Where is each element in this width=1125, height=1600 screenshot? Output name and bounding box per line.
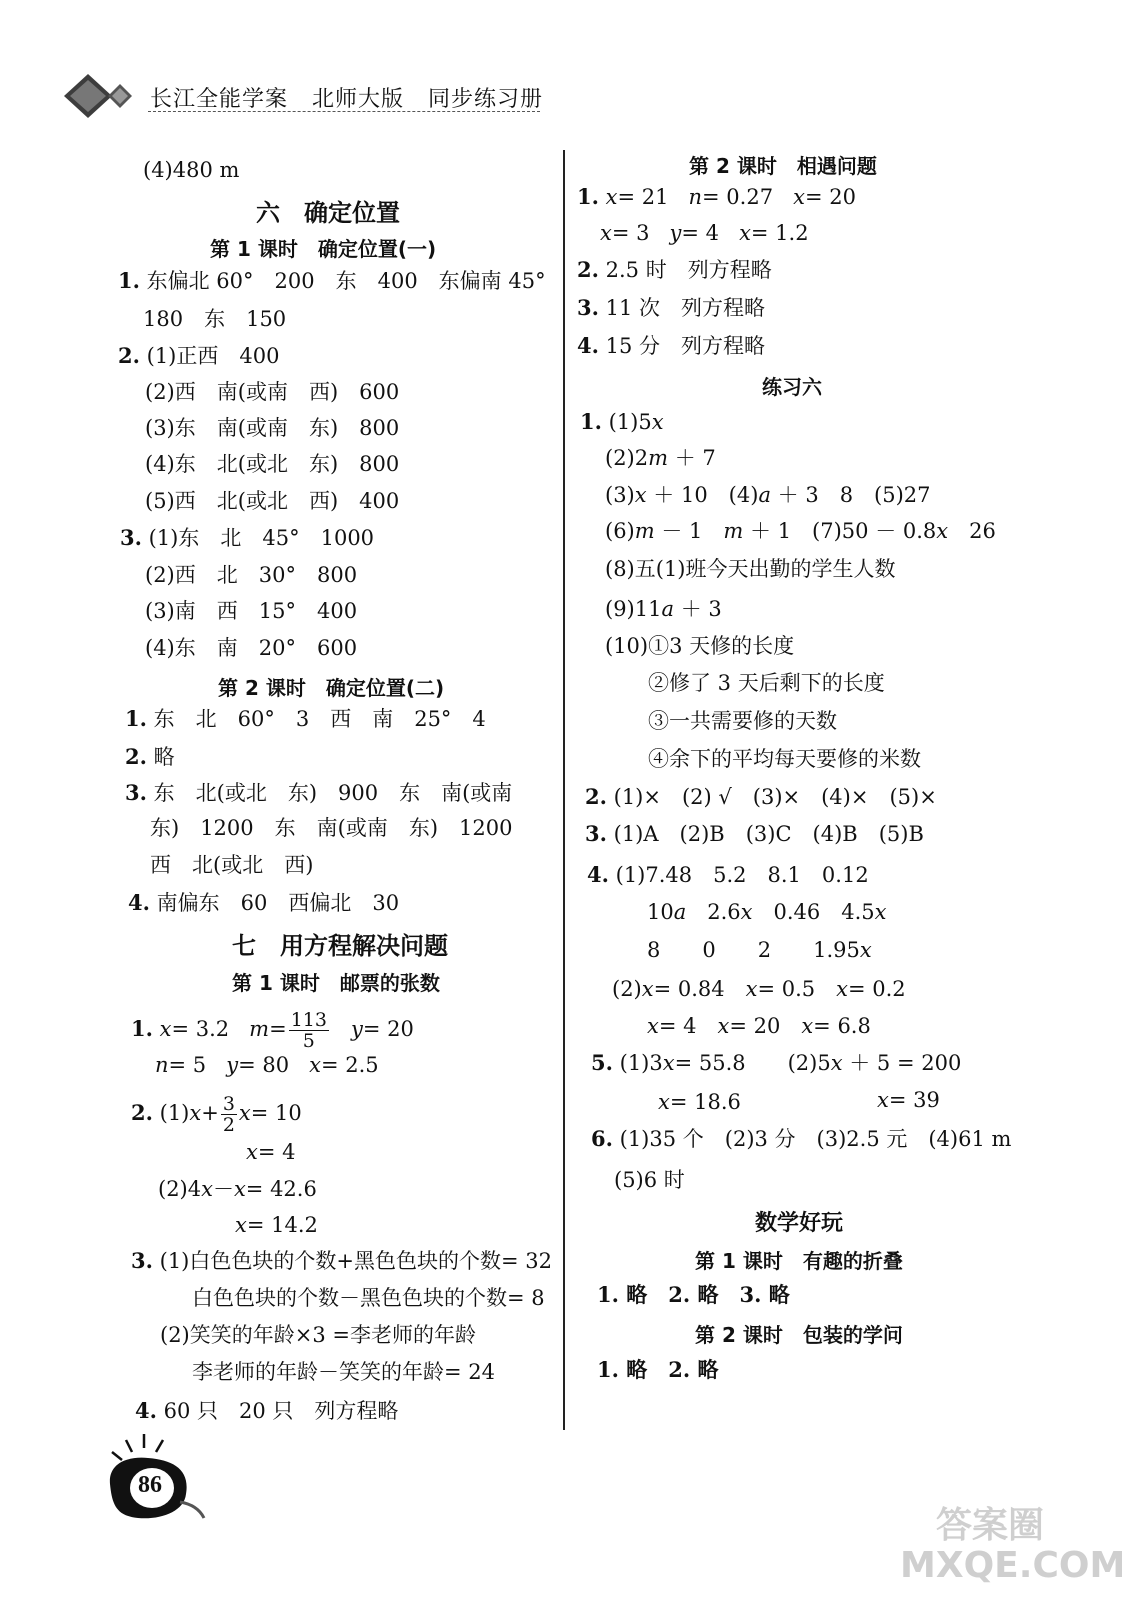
ex6-q3: 3. (1)A (2)B (3)C (4)B (5)B — [585, 821, 924, 846]
ex6-q6-5: (5)6 时 — [614, 1168, 685, 1192]
u7l2-q2: 2. 2.5 时 列方程略 — [577, 257, 772, 282]
u6l2-q3-line3: 西 北(或北 西) — [150, 853, 314, 877]
u6l1-q3-item3: (3)南 西 15° 400 — [145, 599, 358, 623]
u6l1-q2-item3: (3)东 南(或南 东) 800 — [145, 416, 400, 440]
header-logo-icon — [60, 70, 142, 122]
u7-lesson1-title: 第 1 课时 邮票的张数 — [232, 971, 440, 995]
fraction-3-2: $\frac{3}{2}$ — [222, 1093, 235, 1136]
ex6-q1-6: (6)m － 1 m ＋ 1 (7)50 － 0.8x 26 — [605, 519, 996, 543]
left-top-item: (4)480 m — [143, 158, 240, 182]
u7l1-q1-line2: n= 5 y= 80 x= 2.5 — [155, 1053, 379, 1077]
u7l1-q3-line2: 白色色块的个数－黑色色块的个数= 8 — [192, 1286, 545, 1310]
u6l1-q3-item1: 3. (1)东 北 45° 1000 — [120, 525, 375, 550]
u6l1-q2-item1: 2. (1)正西 400 — [118, 343, 280, 368]
u6l1-q2-item2: (2)西 南(或南 西) 600 — [145, 380, 400, 404]
u7l2-q1-line2: x= 3 y= 4 x= 1.2 — [600, 221, 809, 245]
u6l1-q3-item2: (2)西 北 30° 800 — [145, 563, 358, 587]
ex6-q1-1: 1. (1)5x — [580, 409, 664, 434]
ex6-q1-9: (9)11a ＋ 3 — [605, 597, 722, 621]
u7l1-q2-1: 2. (1)x+ $\frac{3}{2}$ x= 10 — [131, 1093, 302, 1136]
header-edition: 北师大版 — [312, 87, 405, 112]
exercise6-title: 练习六 — [762, 375, 822, 399]
u7l1-q4: 4. 60 只 20 只 列方程略 — [135, 1398, 399, 1423]
fun-title: 数学好玩 — [755, 1211, 844, 1236]
u7l2-q4: 4. 15 分 列方程略 — [577, 333, 766, 358]
ex6-q6: 6. (1)35 个 (2)3 分 (3)2.5 元 (4)61 m — [591, 1126, 1012, 1151]
ex6-q5-answers: x= 18.6 — [658, 1090, 741, 1114]
u7l1-q3-line3: (2)笑笑的年龄×3 =李老师的年龄 — [160, 1323, 476, 1347]
u6l2-q1: 1. 东 北 60° 3 西 南 25° 4 — [125, 706, 486, 731]
u7l1-q2-1-answer: x= 4 — [246, 1140, 296, 1164]
header-title — [150, 82, 543, 113]
ex6-q2: 2. (1)× (2) √ (3)× (4)× (5)× — [585, 784, 937, 809]
column-divider — [563, 150, 565, 1430]
fun-lesson2-title: 第 2 课时 包装的学问 — [695, 1323, 903, 1347]
u6l2-q4: 4. 南偏东 60 西偏北 30 — [128, 890, 400, 915]
ex6-q4-row3: 8 0 2 1.95x — [647, 938, 872, 962]
u7l1-q3-line4: 李老师的年龄－笑笑的年龄= 24 — [192, 1360, 495, 1384]
header-book: 长江全能学案 — [150, 87, 289, 112]
u6-lesson2-title: 第 2 课时 确定位置(二) — [218, 676, 445, 700]
u6l2-q3-line2: 东) 1200 东 南(或南 东) 1200 — [150, 816, 513, 840]
ex6-q5-answer2: x= 39 — [877, 1088, 940, 1112]
ex6-q1-2: (2)2m ＋ 7 — [605, 446, 716, 470]
u7l1-q2-2-answer: x= 14.2 — [235, 1213, 318, 1237]
u7l2-q1-line1: 1. x= 21 n= 0.27 x= 20 — [577, 184, 856, 209]
ex6-q4-3: x= 4 x= 20 x= 6.8 — [647, 1014, 871, 1038]
u7l1-q3-line1: 3. (1)白色色块的个数+黑色色块的个数= 32 — [131, 1248, 552, 1273]
ex6-q1-10-1: (10)①3 天修的长度 — [605, 634, 795, 658]
ex6-q5: 5. (1)3x= 55.8 (2)5x ＋ 5 = 200 — [591, 1050, 962, 1075]
header-series: 同步练习册 — [428, 87, 544, 112]
u6l2-q3-line1: 3. 东 北(或北 东) 900 东 南(或南 — [125, 780, 513, 805]
u6l1-q2-item5: (5)西 北(或北 西) 400 — [145, 489, 400, 513]
unit7-title: 七 用方程解决问题 — [232, 932, 448, 960]
u7l1-q2-2: (2)4x－x= 42.6 — [158, 1177, 317, 1201]
ex6-q1-8: (8)五(1)班今天出勤的学生人数 — [605, 557, 896, 581]
fun-lesson1-answers: 1. 略 2. 略 3. 略 — [597, 1282, 790, 1307]
header-rule — [148, 111, 540, 112]
fun-lesson1-title: 第 1 课时 有趣的折叠 — [695, 1249, 903, 1273]
u7l1-q1-line1: 1. x= 3.2 m= $\frac{113}{5}$ y= 20 — [131, 1009, 414, 1052]
ex6-q1-10-3: ③一共需要修的天数 — [648, 709, 837, 733]
ex6-q4-row1: 4. (1)7.48 5.2 8.1 0.12 — [587, 862, 869, 887]
unit6-title: 六 确定位置 — [256, 199, 400, 227]
ex6-q1-10-4: ④余下的平均每天要修的米数 — [648, 747, 921, 771]
ex6-q1-3: (3)x ＋ 10 (4)a ＋ 3 8 (5)27 — [605, 483, 931, 507]
u7-lesson2-title: 第 2 课时 相遇问题 — [689, 154, 877, 178]
fun-lesson2-answers: 1. 略 2. 略 — [597, 1357, 719, 1382]
watermark: 答案圈 MXQE.COM — [900, 1505, 1125, 1586]
u6l1-q3-item4: (4)东 南 20° 600 — [145, 636, 358, 660]
ex6-q4-2: (2)x= 0.84 x= 0.5 x= 0.2 — [612, 977, 906, 1001]
u7l2-q3: 3. 11 次 列方程略 — [577, 295, 766, 320]
page-number: 86 — [138, 1472, 162, 1498]
ex6-q1-10-2: ②修了 3 天后剩下的长度 — [648, 671, 885, 695]
u6l1-q1-line2: 180 东 150 — [143, 307, 287, 331]
u6l1-q1-line1: 1. 东偏北 60° 200 东 400 东偏南 45° — [118, 268, 546, 293]
u6-lesson1-title: 第 1 课时 确定位置(一) — [210, 237, 437, 261]
fraction-113-5: $\frac{113}{5}$ — [290, 1009, 327, 1052]
ex6-q4-row2: 10a 2.6x 0.46 4.5x — [647, 900, 887, 924]
u6l2-q2: 2. 略 — [125, 744, 175, 769]
u6l1-q2-item4: (4)东 北(或北 东) 800 — [145, 452, 400, 476]
